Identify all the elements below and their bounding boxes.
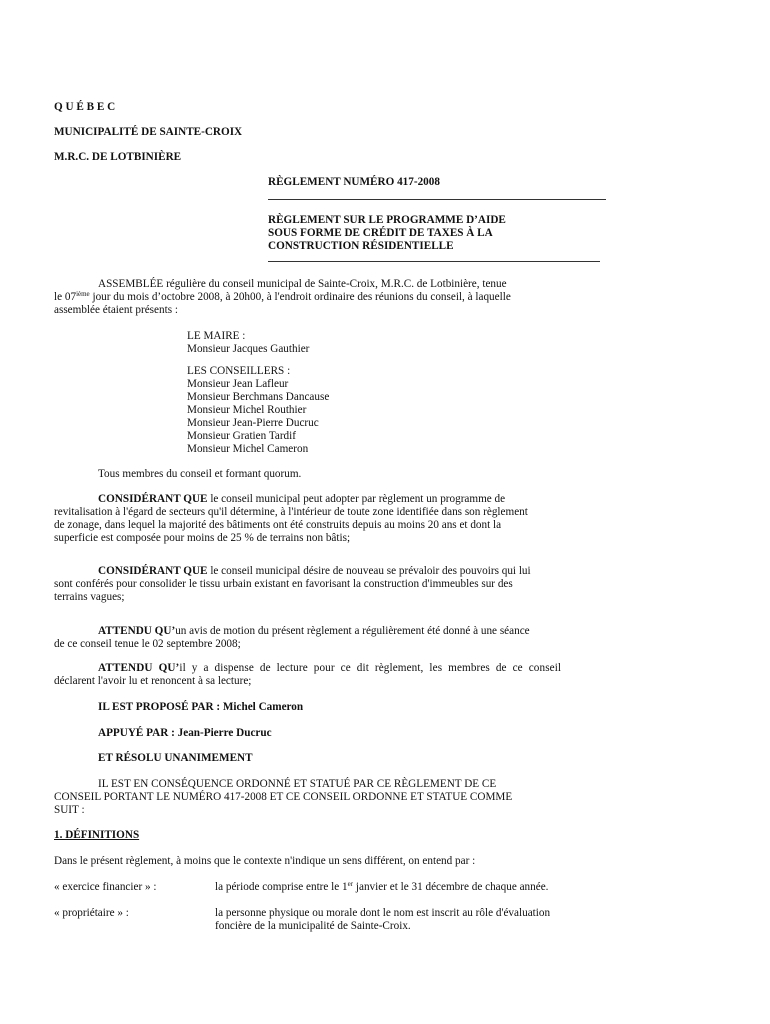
mayor-label: LE MAIRE : bbox=[187, 330, 246, 342]
definitions-heading: 1. DÉFINITIONS bbox=[54, 829, 140, 841]
quorum-text: Tous membres du conseil et formant quorum. bbox=[98, 468, 302, 480]
attendu-paragraph-2 bbox=[54, 662, 646, 688]
councillors-block bbox=[187, 365, 329, 456]
regulation-title bbox=[268, 214, 506, 253]
mrc-heading: M.R.C. DE LOTBINIÈRE bbox=[54, 151, 182, 163]
considerant-line bbox=[54, 493, 646, 506]
considerant-line: sont conférés pour consolider le tissu urbain existant en favorisant la construction d'immeubles sur des bbox=[54, 578, 513, 590]
considerant-line bbox=[54, 565, 646, 578]
definition-text bbox=[215, 881, 548, 894]
definition-text-sup: er bbox=[347, 880, 354, 888]
proposed-by: IL EST PROPOSÉ PAR : Michel Cameron bbox=[98, 701, 304, 713]
seconded-by: APPUYÉ PAR : Jean-Pierre Ducruc bbox=[98, 727, 272, 739]
considerant-text: le conseil municipal peut adopter par règlement un programme de bbox=[207, 493, 506, 505]
councillor-name: Monsieur Jean Lafleur bbox=[187, 378, 289, 390]
regulation-number-title: RÈGLEMENT NUMÉRO 417-2008 bbox=[268, 176, 440, 188]
definition-term: « propriétaire » : bbox=[54, 907, 129, 919]
assembly-date-sup: ième bbox=[76, 290, 90, 298]
assembly-date-prefix: le 07 bbox=[54, 291, 77, 303]
assembly-date-rest: jour du mois d’octobre 2008, à 20h00, à l'endroit ordinaire des réunions du conseil, à laquelle bbox=[89, 291, 511, 303]
considerant-line: de zonage, dans lequel la majorité des bâtiments ont été construits depuis au moins 20 ans et dont la bbox=[54, 519, 502, 531]
councillors-label: LES CONSEILLERS : bbox=[187, 365, 291, 377]
mayor-block bbox=[187, 330, 309, 356]
definition-text-prefix: la période comprise entre le 1 bbox=[215, 881, 348, 893]
definition-text bbox=[215, 907, 550, 933]
definitions-intro: Dans le présent règlement, à moins que le contexte n'indique un sens différent, on entend par : bbox=[54, 855, 476, 867]
considerant-paragraph-2 bbox=[54, 565, 646, 604]
definition-text-line: foncière de la municipalité de Sainte-Croix. bbox=[215, 920, 411, 932]
considerant-line: revitalisation à l'égard de secteurs qu'il détermine, à l'intérieur de toute zone identifiée dans son règlement bbox=[54, 506, 528, 518]
mayor-name: Monsieur Jacques Gauthier bbox=[187, 343, 310, 355]
considerant-lead: CONSIDÉRANT QUE bbox=[98, 565, 208, 577]
definition-text-line: la personne physique ou morale dont le nom est inscrit au rôle d'évaluation bbox=[215, 907, 551, 919]
councillor-name: Monsieur Michel Cameron bbox=[187, 443, 309, 455]
resolved-unanimously: ET RÉSOLU UNANIMEMENT bbox=[98, 752, 253, 764]
attendu-line: de ce conseil tenue le 02 septembre 2008; bbox=[54, 638, 241, 650]
councillor-name: Monsieur Berchmans Dancause bbox=[187, 391, 330, 403]
assembly-line bbox=[54, 291, 646, 304]
ordinance-line: IL EST EN CONSÉQUENCE ORDONNÉ ET STATUÉ PAR CE RÈGLEMENT DE CE bbox=[98, 778, 497, 790]
title-divider-bottom bbox=[268, 261, 600, 262]
definition-term: « exercice financier » : bbox=[54, 881, 157, 893]
ordinance-paragraph bbox=[54, 778, 646, 817]
considerant-line: terrains vagues; bbox=[54, 591, 125, 603]
attendu-line bbox=[54, 662, 646, 675]
attendu-line bbox=[54, 625, 646, 638]
ordinance-line: SUIT : bbox=[54, 804, 85, 816]
councillor-name: Monsieur Gratien Tardif bbox=[187, 430, 296, 442]
definition-text-rest: janvier et le 31 décembre de chaque année. bbox=[353, 881, 549, 893]
assembly-paragraph bbox=[54, 278, 646, 317]
regulation-title-line: RÈGLEMENT SUR LE PROGRAMME D’AIDE bbox=[268, 214, 506, 226]
considerant-paragraph-1 bbox=[54, 493, 646, 545]
assembly-line: ASSEMBLÉE régulière du conseil municipal de Sainte-Croix, M.R.C. de Lotbinière, tenue bbox=[98, 278, 507, 290]
title-divider-top bbox=[268, 199, 606, 200]
assembly-line: assemblée étaient présents : bbox=[54, 304, 178, 316]
province-heading: Q U É B E C bbox=[54, 101, 116, 113]
attendu-text: un avis de motion du présent règlement a régulièrement été donné à une séance bbox=[175, 625, 530, 637]
attendu-lead: ATTENDU QU’ bbox=[98, 625, 176, 637]
considerant-lead: CONSIDÉRANT QUE bbox=[98, 493, 208, 505]
attendu-line: déclarent l'avoir lu et renoncent à sa lecture; bbox=[54, 675, 252, 687]
considerant-text: le conseil municipal désire de nouveau se prévaloir des pouvoirs qui lui bbox=[207, 565, 531, 577]
regulation-title-line: CONSTRUCTION RÉSIDENTIELLE bbox=[268, 240, 454, 252]
councillor-name: Monsieur Jean-Pierre Ducruc bbox=[187, 417, 319, 429]
attendu-text: il y a dispense de lecture pour ce dit règlement, les membres de ce conseil bbox=[179, 662, 562, 674]
regulation-title-line: SOUS FORME DE CRÉDIT DE TAXES À LA bbox=[268, 227, 493, 239]
attendu-paragraph-1 bbox=[54, 625, 646, 651]
ordinance-line: CONSEIL PORTANT LE NUMÉRO 417-2008 ET CE CONSEIL ORDONNE ET STATUE COMME bbox=[54, 791, 513, 803]
municipality-heading: MUNICIPALITÉ DE SAINTE-CROIX bbox=[54, 126, 243, 138]
councillor-name: Monsieur Michel Routhier bbox=[187, 404, 307, 416]
considerant-line: superficie est composée pour moins de 25 % de terrains non bâtis; bbox=[54, 532, 351, 544]
attendu-lead: ATTENDU QU’ bbox=[98, 662, 180, 674]
